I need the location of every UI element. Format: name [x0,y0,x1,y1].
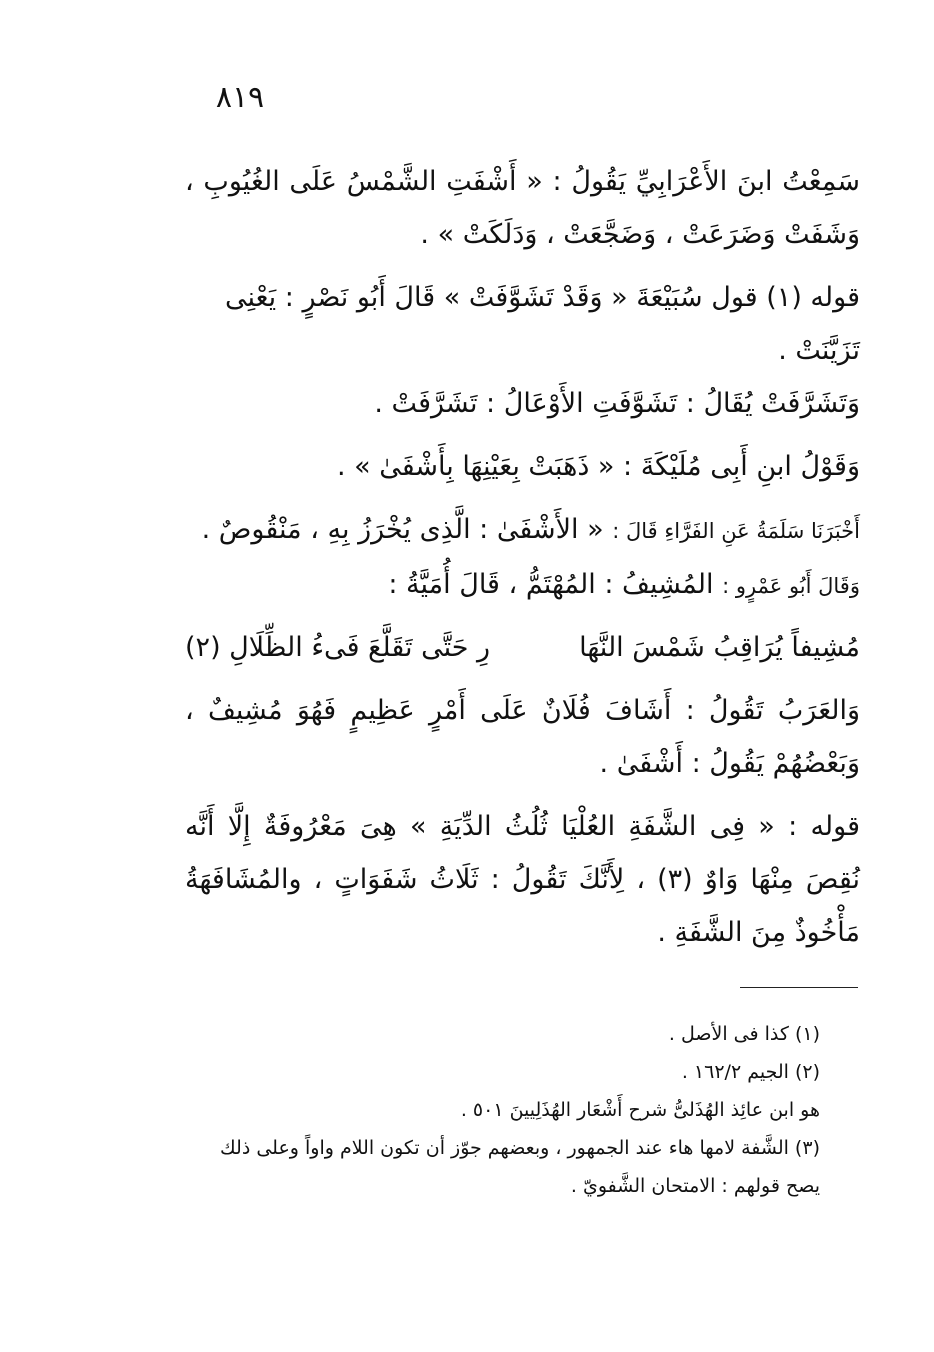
paragraph-5 [185,558,860,613]
footnotes [185,1015,860,1205]
verse-second-hemistich: رِ حَتَّى تَقَلَّعَ فَىءُ الظِّلَالِ (٢) [185,632,491,663]
paragraph-4-rest: « الأَشْفَىٰ : الَّذِى يُخْرَزُ بِهِ ، مَنْقُوصٌ . [201,514,604,545]
paragraph-5-prefix: وَقَالَ أَبُو عَمْرٍو : [722,574,860,598]
footnote-3: (٣) الشَّفة لامها هاء عند الجمهور ، وبعضهم جوّز أن تكون اللام واواً وعلى ذلك يصح قولهم : الامتحان الشَّفويّ . [220,1137,820,1197]
page-number: ٨١٩ [215,80,265,115]
paragraph-6: وَالعَرَبُ تَقُولُ : أَشَافَ فُلَانٌ عَلَى أَمْرٍ عَظِيمٍ فَهُوَ مُشِيفٌ ، وَبَعْضُهُمْ يَقُولُ : أَشْفَىٰ . [185,695,860,779]
paragraph-3: وَقَوْلُ ابنِ أَبِى مُلَيْكَةَ : « ذَهَبَتْ بِعَيْنِهَا بِأَشْفَىٰ » . [336,451,860,482]
paragraph-2-line-2: وَتَشَرَّفَتْ يُقَالُ : تَشَوَّفَتِ الأَوْعَالُ : تَشَرَّفَتْ . [374,388,860,419]
poetry-verse [185,621,860,674]
paragraph-4 [185,503,860,558]
main-text [185,155,860,959]
paragraph-7: قوله : « فِى الشَّفَةِ العُلْيَا ثُلُثُ الدِّيَةِ » هِىَ مَعْرُوفَةٌ إِلَّا أَنَّه نُقِصَ مِنْهَا وَاوٌ (٣) ، لِأَنَّكَ تَقُولُ : ثَلَاثُ شَفَوَاتٍ ، والمُشَافَهَةُ مَأْخُوذٌ مِنَ الشَّفَةِ . [185,811,860,948]
footnote-2: (٢) الجيم ١٦٢/٢ . [681,1061,820,1083]
footnote-1: (١) كذا فى الأصل . [668,1023,820,1045]
paragraph-1: سَمِعْتُ ابنَ الأَعْرَابِيِّ يَقُولُ : « أَشْفَتِ الشَّمْسُ عَلَى الغُيُوبِ ، وَشَفَتْ وَضَرَعَتْ ، وَضَجَّعَتْ ، وَدَلَكَتْ » . [185,166,860,250]
paragraph-5-rest: المُشِيفُ : المُهْتَمُّ ، قَالَ أُمَيَّةُ : [388,569,714,600]
footnote-separator [740,987,858,988]
paragraph-4-prefix: أَخْبَرَنَا سَلَمَةُ عَنِ الفَرَّاءِ قَالَ : [612,519,860,543]
footnote-2-continuation: هو ابن عائِذ الهُذَلىُّ شرح أَشْعَار الهُذَلِيينَ ٥٠١ . [460,1099,820,1121]
verse-first-hemistich: مُشِيفاً يُرَاقِبُ شَمْسَ النَّهَا [579,632,860,663]
paragraph-2-line-1: قوله (١) قول سُبَيْعَةَ « وَقَدْ تَشَوَّفَتْ » قَالَ أَبُو نَصْرٍ : يَعْنِى تَزَيَّنَتْ . [225,282,860,366]
